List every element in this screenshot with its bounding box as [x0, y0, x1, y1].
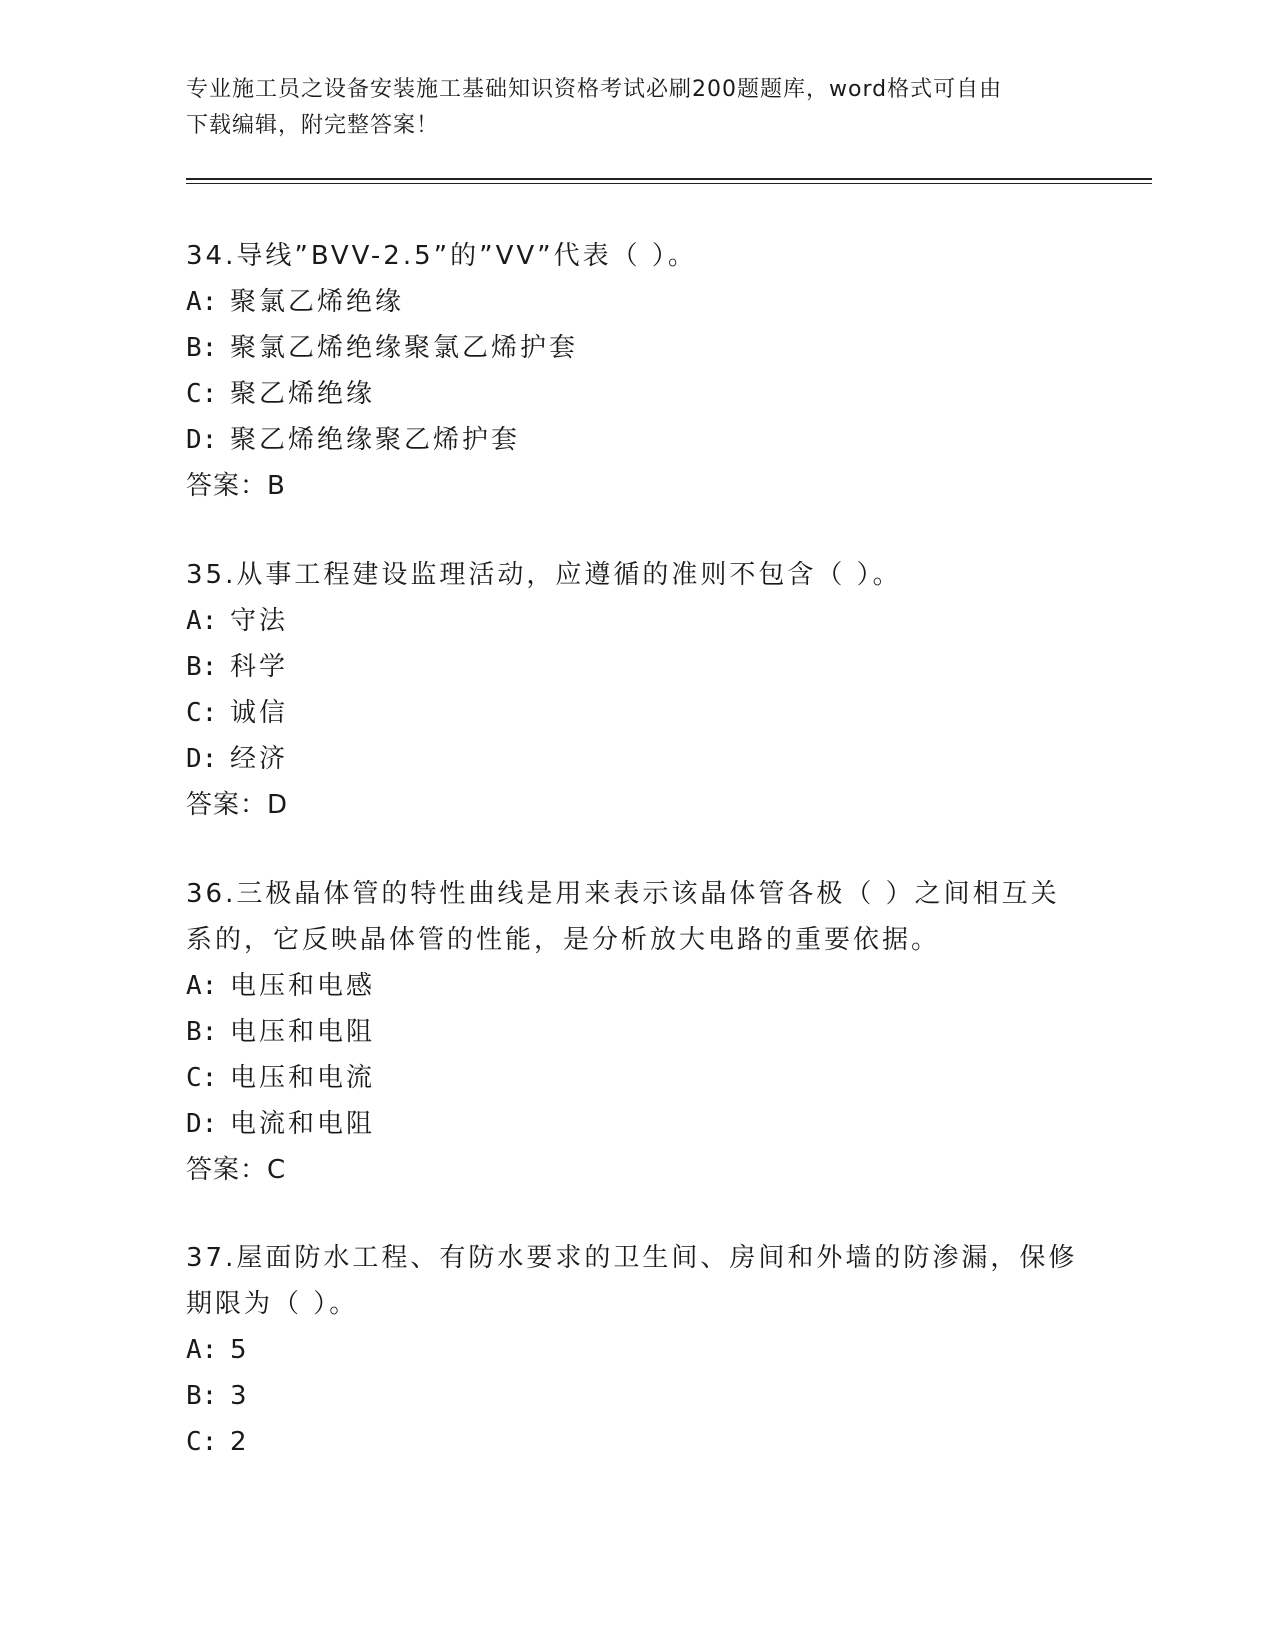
option-label: B:	[186, 1381, 218, 1411]
answer-value: D	[267, 790, 289, 820]
question-stem-line-2: 期限为（ ）。	[186, 1289, 359, 1319]
option-text: 电压和电感	[230, 971, 376, 1001]
option-label: D:	[186, 1109, 218, 1139]
question-stem-line-1: 36.三极晶体管的特性曲线是用来表示该晶体管各极（ ）之间相互关	[186, 879, 1060, 909]
option-d	[186, 417, 1086, 463]
option-text: 诚信	[230, 698, 289, 728]
answer-label: 答案：	[186, 471, 268, 501]
option-label: B:	[186, 652, 218, 682]
question-stem: 34.导线”BVV-2.5”的”VV”代表（ ）。	[186, 241, 697, 271]
answer-value: C	[267, 1155, 287, 1185]
question-36	[186, 871, 1086, 1193]
option-label: C:	[186, 1427, 218, 1457]
option-text: 5	[230, 1335, 250, 1365]
option-text: 聚氯乙烯绝缘聚氯乙烯护套	[230, 333, 579, 363]
option-d	[186, 736, 1086, 782]
option-text: 3	[230, 1381, 250, 1411]
option-text: 聚乙烯绝缘	[230, 379, 376, 409]
option-c	[186, 690, 1086, 736]
document-header	[186, 72, 1086, 144]
option-text: 聚乙烯绝缘聚乙烯护套	[230, 425, 521, 455]
answer-line	[186, 1147, 1086, 1193]
option-label: C:	[186, 1063, 218, 1093]
answer-value: B	[267, 471, 286, 501]
question-stem-line-2: 系的，它反映晶体管的性能，是分析放大电路的重要依据。	[186, 925, 941, 955]
answer-label: 答案：	[186, 1155, 268, 1185]
option-a	[186, 963, 1086, 1009]
option-label: A:	[186, 1335, 218, 1365]
option-d	[186, 1101, 1086, 1147]
option-text: 聚氯乙烯绝缘	[230, 287, 405, 317]
option-text: 守法	[230, 606, 289, 636]
option-label: A:	[186, 287, 218, 317]
option-label: C:	[186, 698, 218, 728]
question-35	[186, 552, 1086, 828]
option-b	[186, 644, 1086, 690]
header-line-2: 下载编辑，附完整答案！	[186, 113, 440, 138]
option-a	[186, 598, 1086, 644]
option-text: 2	[230, 1427, 250, 1457]
option-b	[186, 325, 1086, 371]
option-label: D:	[186, 425, 218, 455]
option-label: A:	[186, 971, 218, 1001]
option-text: 科学	[230, 652, 289, 682]
question-34	[186, 233, 1086, 509]
question-37	[186, 1235, 1086, 1465]
option-label: D:	[186, 744, 218, 774]
question-stem-line-1: 37.屋面防水工程、有防水要求的卫生间、房间和外墙的防渗漏，保修	[186, 1243, 1078, 1273]
answer-line	[186, 463, 1086, 509]
option-text: 电压和电阻	[230, 1017, 376, 1047]
option-a	[186, 1327, 1086, 1373]
option-text: 电流和电阻	[230, 1109, 376, 1139]
option-text: 电压和电流	[230, 1063, 376, 1093]
option-b	[186, 1373, 1086, 1419]
answer-label: 答案：	[186, 790, 268, 820]
option-c	[186, 1419, 1086, 1465]
option-label: B:	[186, 333, 218, 363]
option-a	[186, 279, 1086, 325]
question-stem: 35.从事工程建设监理活动，应遵循的准则不包含（ ）。	[186, 560, 902, 590]
header-line-1: 专业施工员之设备安装施工基础知识资格考试必刷200题题库，word格式可自由	[186, 77, 1003, 102]
option-c	[186, 371, 1086, 417]
option-c	[186, 1055, 1086, 1101]
option-label: B:	[186, 1017, 218, 1047]
option-label: A:	[186, 606, 218, 636]
option-b	[186, 1009, 1086, 1055]
answer-line	[186, 782, 1086, 828]
option-text: 经济	[230, 744, 289, 774]
option-label: C:	[186, 379, 218, 409]
header-divider-thin	[186, 183, 1152, 184]
header-divider-thick	[186, 178, 1152, 180]
